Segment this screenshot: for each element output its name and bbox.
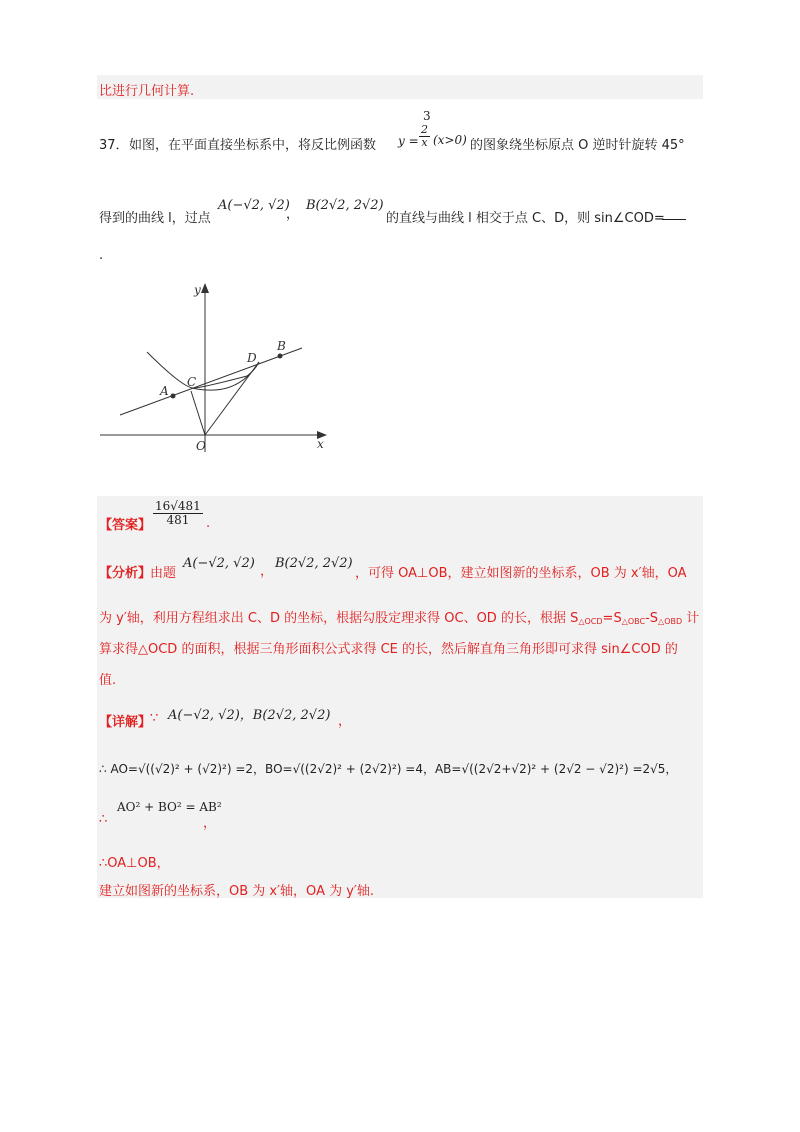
answer-period: . [206,516,211,531]
problem-line1-pre: 如图，在平面直接坐标系中，将反比例函数 [129,138,377,153]
analysis-line4: 值. [99,673,117,688]
func-frac-num: 2 [421,123,428,136]
problem-line3: . [99,248,104,263]
label-x: x [317,437,324,451]
line-ab [120,348,302,415]
detail-line3-expr: AO² + BO² = AB² [117,800,222,814]
point-a-dot [171,394,176,399]
detail-line3-comma: ， [203,816,217,831]
segment-oc [191,391,205,435]
detail-line4: ∴OA⊥OB， [99,856,170,871]
point-b-dot [278,354,283,359]
y-axis-arrow [201,283,209,293]
analysis-sub-obc: △OBC [621,617,646,626]
func-condition: (x>0) [433,133,467,147]
label-o: O [196,439,206,453]
func-y: y = [398,134,419,148]
analysis-minus: -S [645,611,659,626]
label-c: C [187,375,197,389]
detail-because: ∵ [150,711,159,726]
analysis-pre: 由题 [150,566,177,581]
answer-frac-num: 16√481 [155,499,201,513]
analysis-line3: 算求得△OCD 的面积，根据三角形面积公式求得 CE 的长，然后解直角三角形即可求得 sin∠COD 的 [99,642,678,657]
point-a: A(−√2, √2) [218,198,290,213]
detail-label: 【详解】 [99,715,152,730]
analysis-sub-ocd: △OCD [578,617,603,626]
func-frac-den: x [421,136,428,150]
answer-label: 【答案】 [99,518,152,533]
analysis-label: 【分析】 [99,566,152,581]
analysis-line2-pre: 为 y′轴，利用方程组求出 C、D 的坐标，根据勾股定理求得 OC、OD 的长，根据 S [99,611,579,626]
analysis-eq: =S [602,611,622,626]
figure [97,280,337,460]
problem-number: 37． [99,138,129,153]
analysis-post: ，可得 OA⊥OB，建立如图新的坐标系，OB 为 x′轴，OA [355,566,687,581]
answer-fraction [153,500,203,527]
label-a: A [160,384,169,398]
analysis-line2-post: 计 [682,611,700,626]
analysis-sub-obd: △OBD [658,617,683,626]
problem-line2-post: 的直线与曲线 l 相交于点 C、D，则 sin∠COD= [386,211,665,226]
problem-line2-pre: 得到的曲线 l，过点 [99,211,211,226]
analysis-point-b: B(2√2, 2√2) [275,556,353,571]
analysis-line2 [99,607,699,626]
detail-comma: ， [338,714,352,729]
label-y: y [194,283,201,297]
point-b: B(2√2, 2√2) [306,198,384,213]
label-b: B [277,339,286,353]
detail-line2: ∴ AO=√((√2)² + (√2)²) =2，BO=√((2√2)² + (2√2)²) =4，AB=√((2√2+√2)² + (2√2 − √2)²) =2√5， [99,762,678,776]
top-band-text: 比进行几何计算. [99,84,195,99]
answer-frac-den: 481 [166,513,190,528]
problem-line1-post: 的图象绕坐标原点 O 逆时针旋转 45° [470,138,685,153]
point-separator: ， [286,207,300,222]
answer-blank [662,207,686,224]
detail-points: A(−√2, √2)，B(2√2, 2√2) [168,708,331,723]
func-top-number: 3 [423,109,431,123]
detail-therefore: ∴ [99,812,108,827]
func-fraction [419,124,430,149]
analysis-comma: ， [260,564,274,579]
analysis-point-a: A(−√2, √2) [183,556,255,571]
segment-od [205,362,259,435]
label-d: D [247,351,257,365]
detail-line5: 建立如图新的坐标系，OB 为 x′轴，OA 为 y′轴. [99,884,374,899]
